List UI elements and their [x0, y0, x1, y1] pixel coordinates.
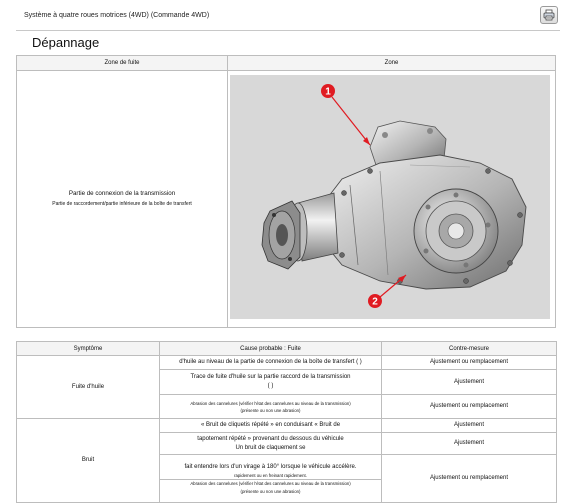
callout-2	[368, 294, 382, 308]
col-header-measure: Contre-mesure	[382, 342, 557, 356]
symptom-cell: Fuite d'huile	[17, 356, 160, 419]
cause-line: (présente ou non une abrasion)	[240, 488, 301, 494]
cause-line: Abrasion des cannelures (vérifier l'état des cannelures au niveau de la transmission)	[160, 479, 381, 488]
zone-image-cell	[228, 71, 556, 328]
table-row	[17, 356, 557, 370]
col-header-symptom: Symptôme	[17, 342, 160, 356]
col-header-leak-zone: Zone de fuite	[17, 56, 228, 71]
print-button[interactable]	[540, 6, 558, 24]
cause-line: Abrasion des cannelures (vérifier l'état des cannelures au niveau de la transmission)	[190, 400, 351, 406]
cause-cell	[160, 395, 382, 419]
printer-icon	[543, 9, 555, 21]
leak-zone-table	[16, 55, 556, 328]
cause-line: Trace de fuite d'huile sur la partie raccord de la transmission	[190, 374, 351, 380]
cause-line: (présente ou non une abrasion)	[240, 407, 301, 413]
page-title: Dépannage	[32, 35, 100, 50]
measure-cell: Ajustement	[382, 370, 557, 395]
breadcrumb: Système à quatre roues motrices (4WD) (Commande 4WD)	[24, 12, 210, 19]
measure-cell: Ajustement	[382, 419, 557, 433]
measure-cell: Ajustement ou remplacement	[382, 356, 557, 370]
cause-line: fait entendre lors d'un virage à 180° lorsque le véhicule accélère.	[184, 463, 357, 470]
cause-cell	[160, 433, 382, 455]
leak-zone-line1: Partie de connexion de la transmission	[68, 190, 176, 197]
cause-line: ( )	[267, 383, 274, 389]
measure-cell: Ajustement ou remplacement	[382, 455, 557, 503]
cause-cell: « Bruit de cliquetis répété » en conduisant « Bruit de	[160, 419, 382, 433]
cause-line: rapidement ou en freinant rapidement.	[234, 472, 307, 478]
col-header-cause: Cause probable : Fuite	[160, 342, 382, 356]
col-header-zone: Zone	[228, 56, 556, 71]
callout-1-label: 1	[325, 86, 331, 98]
symptom-cell: Bruit	[17, 419, 160, 503]
table-row	[17, 419, 557, 433]
symptom-table	[16, 341, 557, 503]
callout-1	[321, 84, 335, 98]
leak-zone-cell	[17, 71, 228, 328]
transfer-case-illustration	[230, 75, 550, 319]
cause-cell	[160, 370, 382, 395]
measure-cell: Ajustement ou remplacement	[382, 395, 557, 419]
cause-line: tapotement répété » provenant du dessous du véhicule	[197, 435, 344, 442]
cause-cell: d'huile au niveau de la partie de connexion de la boîte de transfert ( )	[160, 356, 382, 370]
cause-line: Un bruit de claquement se	[235, 444, 306, 451]
leak-zone-line2: Partie de raccordement/partie inférieure de la boîte de transfert	[52, 201, 192, 207]
measure-cell: Ajustement	[382, 433, 557, 455]
cause-cell	[160, 455, 382, 503]
callout-2-label: 2	[372, 296, 378, 308]
header-bar	[16, 0, 560, 31]
